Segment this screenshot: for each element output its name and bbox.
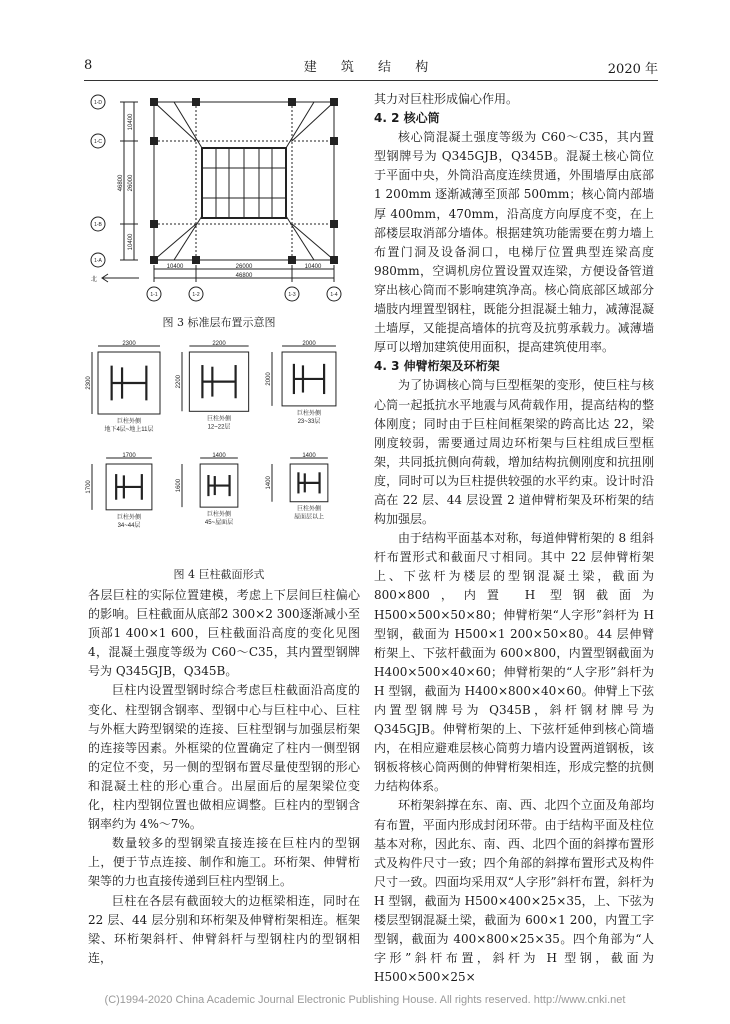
dim-label: 10400 (304, 264, 322, 270)
column-section (84, 340, 174, 450)
dim-label: 26000 (235, 264, 253, 270)
section-height-label: 1700 (86, 480, 92, 494)
section-side-label: 巨柱外侧 (116, 419, 142, 425)
section-width-label: 2300 (122, 341, 136, 347)
paragraph: 各层巨柱的实际位置建模，考虑上下层间巨柱偏心的影响。巨柱截面从底部2 300×2 300逐渐减小至顶部1 400×1 600，巨柱截面沿高度的变化见图 4，混凝土强度等级为 C60～C35，其内置型钢牌号为 Q345GJB，Q345B。 (88, 588, 360, 679)
section-width-label: 1700 (122, 453, 136, 459)
section-side-label: 巨柱外侧 (116, 514, 142, 521)
dim-label: 46800 (118, 174, 124, 192)
h-steel-icon (208, 475, 229, 496)
section-width-label: 2000 (302, 341, 316, 347)
axis-label: 1-D (93, 100, 103, 106)
left-column (88, 586, 360, 968)
mega-column (288, 98, 296, 106)
dim-label: 10400 (166, 264, 184, 270)
journal-year: 2020 年 (607, 62, 658, 77)
north-label: 北 (90, 277, 98, 283)
figure-4-sections (84, 340, 354, 564)
copyright-footer: (C)1994-2020 China Academic Journal Electronic Publishing House. All rights reserved. http://www.cnki.net (104, 994, 626, 1006)
axis-label: 1-C (93, 139, 103, 145)
mega-column (288, 256, 296, 264)
axis-label: 1-4 (330, 292, 338, 298)
mega-column (192, 256, 200, 264)
axis-label: 1-2 (192, 292, 200, 298)
h-steel-icon (294, 364, 324, 394)
axis-label: 1-1 (150, 292, 158, 298)
mega-column (150, 256, 158, 264)
section-width-label: 2200 (212, 341, 226, 347)
mega-column (330, 137, 338, 145)
section-floor-label: 地下4层~地上11层 (104, 427, 154, 433)
paragraph: 巨柱内设置型钢时综合考虑巨柱截面沿高度的变化、柱型钢含钢率、型钢中心与巨柱中心、巨柱与外框大跨型钢梁的连接、巨柱型钢与加强层桁架的连接等因素。外框梁的位置确定了柱内一侧型钢的定位不变，另一侧的型钢布置尽量使型钢的形心和混凝土柱的形心重合。出屋面后的屋架梁位变化，柱内型钢位置也做相应调整。巨柱内的型钢含钢率约为 4%～7%。 (88, 683, 360, 832)
section-height-label: 2200 (176, 374, 182, 389)
page-header (84, 56, 658, 78)
section-width-label: 1400 (212, 453, 226, 459)
dim-label: 10400 (128, 233, 134, 251)
journal-title: 建 筑 结 构 (303, 60, 439, 75)
paragraph: 数量较多的型钢梁直接连接在巨柱内的型钢上，便于节点连接、制作和施工。环桁架、伸臂桁架等的力也直接传递到巨柱内型钢上。 (88, 836, 360, 889)
column-section (174, 452, 264, 562)
section-height-label: 1400 (266, 476, 272, 490)
section-side-label: 巨柱外侧 (296, 410, 322, 417)
right-column (374, 90, 654, 987)
paragraph: 其力对巨柱形成偏心作用。 (374, 92, 519, 106)
page-number: 8 (84, 58, 93, 73)
section-heading-4-2: 4. 2 核心筒 (374, 111, 440, 126)
h-steel-icon (112, 366, 147, 401)
header-rule (84, 80, 658, 81)
h-steel-icon (202, 365, 235, 398)
paragraph: 巨柱在各层有截面较大的边框梁相连，同时在 22 层、44 层分别和环桁架及伸臂桁架相连。框架梁、环桁架斜杆、伸臂斜杆与型钢柱内的型钢相连， (88, 893, 360, 965)
mega-column (150, 220, 158, 228)
column-section (264, 340, 354, 450)
paragraph: 核心筒混凝土强度等级为 C60～C35，其内置型钢牌号为 Q345GJB，Q345B。混凝土核心筒位于平面中央，外筒沿高度连续贯通，外围墙厚由底部 1 200mm 逐渐减薄至顶部 500mm；核心筒内部墙厚 400mm，470mm，沿高度方向厚度不变，在上部楼层取消部分墙体。根据建筑功能需要在剪力墙上布置门洞及设备洞口，电梯厅位置典型连梁高度 980mm，空调机房位置设置双连梁，方便设备管道穿出核心筒而不影响建筑净高。核心筒底部区域部分墙肢内埋置型钢柱，既能分担混凝土轴力，减薄混凝土墙厚，又能提高墙体的抗弯及抗剪承载力。减薄墙厚可以增加建筑使用面积，提高建筑使用率。 (374, 130, 654, 355)
paragraph: 由于结构平面基本对称，每道伸臂桁架的 8 组斜杆布置形式和截面尺寸相同。其中 22 层伸臂桁架上、下弦杆为楼层的型钢混凝土梁，截面为 800×800，内置 H 型钢截面为 H500×500×50×80；伸臂桁架“人字形”斜杆为 H 型钢，截面为 H500×1 200×50×80。44 层伸臂桁架上、下弦杆截面为 600×800，内置型钢截面为 H400×500×40×60；伸臂桁架的“人字形”斜杆为 H 型钢，截面为 H400×800×40×60。伸臂上下弦内置型钢牌号为 Q345B，斜杆钢材牌号为 Q345GJB。伸臂桁架的上、下弦杆延伸到核心筒墙内，在相应避难层核心筒剪力墙内设置两道钢板，该钢板将核心筒两侧的伸臂桁架相连，形成完整的抗侧力结构体系。 (374, 531, 654, 794)
axis-label: 1-3 (288, 292, 296, 298)
figure-3-floor-plan (84, 88, 354, 310)
section-floor-label: 23~33层 (297, 418, 321, 425)
mega-column (330, 98, 338, 106)
section-floor-label: 屋面层以上 (293, 514, 325, 521)
dim-label: 46800 (235, 273, 253, 279)
section-side-label: 巨柱外侧 (206, 416, 232, 423)
section-height-label: 2000 (266, 372, 272, 386)
dim-label: 26000 (128, 174, 134, 192)
mega-column (150, 98, 158, 106)
section-floor-label: 34~44层 (117, 522, 141, 529)
h-steel-icon (298, 472, 319, 493)
figure-4-caption: 图 4 巨柱截面形式 (173, 568, 265, 581)
section-height-label: 2300 (86, 376, 92, 390)
mega-column (150, 137, 158, 145)
axis-label: 1-A (94, 258, 102, 264)
h-steel-icon (116, 474, 142, 500)
section-heading-4-3: 4. 3 伸臂桁架及环桁架 (374, 359, 500, 374)
column-section (264, 452, 354, 562)
section-floor-label: 12~22层 (207, 424, 231, 431)
paragraph: 为了协调核心筒与巨型框架的变形，使巨柱与核心筒一起抵抗水平地震与风荷载作用，提高结构的整体刚度；同时由于巨柱间框架梁的跨高比达 22，梁刚度较弱，需要通过周边环桁架与巨柱组成巨型框架，共同抵抗侧向荷载，增加结构抗侧刚度和抗扭刚度，同时可以为巨柱提供较强的水平约束。设计时沿高在 22 层、44 层设置 2 道伸臂桁架及环桁架的结构加强层。 (374, 378, 654, 527)
mega-column (330, 220, 338, 228)
column-section (84, 452, 174, 562)
figure-3-caption: 图 3 标准层布置示意图 (162, 316, 276, 329)
section-height-label: 1600 (176, 478, 182, 493)
paragraph: 环桁架斜撑在东、南、西、北四个立面及角部均有布置，平面内形成封闭环带。由于结构平面及柱位基本对称，因此东、南、西、北四个面的斜撑布置形式及构件尺寸一致；四个角部的斜撑布置形式及构件尺寸一致。四面均采用双“人字形”斜杆布置，斜杆为 H 型钢，截面为 H500×400×25×35，上、下弦为楼层型钢混凝土梁，截面为 600×1 200，内置工字型钢，截面为 400×800×25×35。四个角部为“人字形”斜杆布置，斜杆为 H 型钢，截面为 H500×500×25× (374, 798, 654, 985)
dim-label: 10400 (128, 113, 134, 131)
section-floor-label: 45~屋面层 (204, 520, 234, 527)
column-section (174, 340, 264, 450)
mega-column (330, 256, 338, 264)
section-width-label: 1400 (302, 453, 316, 459)
section-side-label: 巨柱外侧 (206, 512, 232, 519)
mega-column (192, 98, 200, 106)
axis-label: 1-B (94, 222, 102, 228)
section-side-label: 巨柱外侧 (296, 506, 322, 513)
